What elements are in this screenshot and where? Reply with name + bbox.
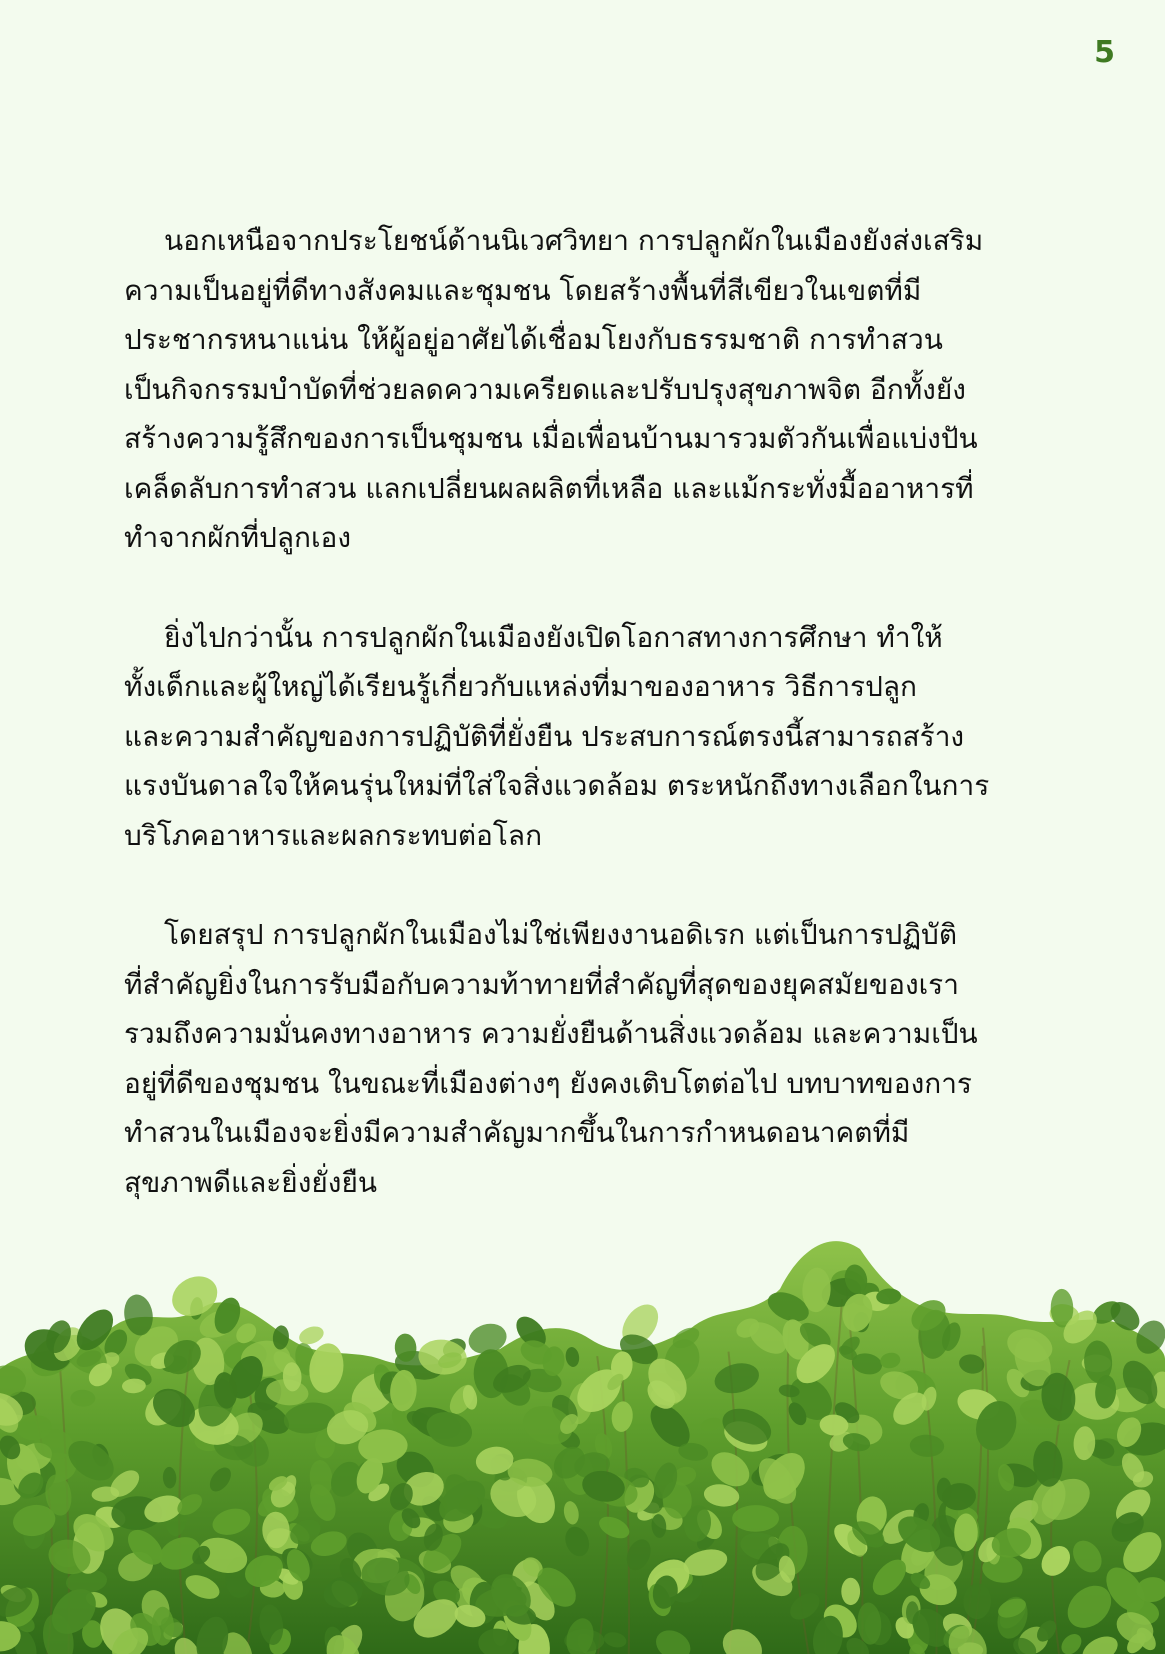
paragraph-3 bbox=[124, 910, 1044, 1207]
paragraph-line: โดยสรุป การปลูกผักในเมืองไม่ใช่เพียงงานอดิเรก แต่เป็นการปฏิบัติ bbox=[164, 918, 957, 951]
paragraph-line: อยู่ที่ดีของชุมชน ในขณะที่เมืองต่างๆ ยังคงเติบโตต่อไป บทบาทของการ bbox=[124, 1066, 972, 1100]
paragraph-line: เป็นกิจกรรมบำบัดที่ช่วยลดความเครียดและปรับปรุงสุขภาพจิต อีกทั้งยัง bbox=[124, 372, 966, 406]
paragraph-line: และความสำคัญของการปฏิบัติที่ยั่งยืน ประสบการณ์ตรงนี้สามารถสร้าง bbox=[124, 719, 965, 753]
paragraph-line: บริโภคอาหารและผลกระทบต่อโลก bbox=[124, 818, 543, 852]
body-text bbox=[124, 216, 1044, 1207]
paragraph-line: สุขภาพดีและยิ่งยั่งยืน bbox=[124, 1165, 377, 1199]
paragraph-line: ยิ่งไปกว่านั้น การปลูกผักในเมืองยังเปิดโอกาสทางการศึกษา ทำให้ bbox=[164, 620, 943, 654]
paragraph-line: ทำสวนในเมืองจะยิ่งมีความสำคัญมากขึ้นในการกำหนดอนาคตที่มี bbox=[124, 1116, 910, 1149]
paragraph-line: นอกเหนือจากประโยชน์ด้านนิเวศวิทยา การปลูกผักในเมืองยังส่งเสริม bbox=[164, 224, 984, 257]
paragraph-line: ทำจากผักที่ปลูกเอง bbox=[124, 521, 352, 554]
paragraph-line: เคล็ดลับการทำสวน แลกเปลี่ยนผลผลิตที่เหลือ และแม้กระทั่งมื้ออาหารที่ bbox=[124, 471, 974, 505]
paragraph-line: ประชากรหนาแน่น ให้ผู้อยู่อาศัยได้เชื่อมโยงกับธรรมชาติ การทำสวน bbox=[124, 323, 943, 356]
foliage-illustration bbox=[0, 1209, 1165, 1654]
paragraph-line: ที่สำคัญยิ่งในการรับมือกับความท้าทายที่สำคัญที่สุดของยุคสมัยของเรา bbox=[124, 967, 959, 1001]
paragraph-line: รวมถึงความมั่นคงทางอาหาร ความยั่งยืนด้านสิ่งแวดล้อม และความเป็น bbox=[124, 1017, 978, 1050]
paragraph-2 bbox=[124, 613, 1044, 861]
paragraph-line: ความเป็นอยู่ที่ดีทางสังคมและชุมชน โดยสร้างพื้นที่สีเขียวในเขตที่มี bbox=[124, 273, 922, 307]
paragraph-line: ทั้งเด็กและผู้ใหญ่ได้เรียนรู้เกี่ยวกับแหล่งที่มาของอาหาร วิธีการปลูก bbox=[124, 670, 917, 703]
leaf-shape bbox=[906, 1601, 919, 1624]
leaf-shape bbox=[841, 1578, 860, 1605]
leaf-shape bbox=[732, 1505, 779, 1532]
paragraph-1 bbox=[124, 216, 1044, 563]
paragraph-line: แรงบันดาลใจให้คนรุ่นใหม่ที่ใส่ใจสิ่งแวดล้อม ตระหนักถึงทางเลือกในการ bbox=[124, 769, 990, 802]
page-number: 5 bbox=[1094, 35, 1115, 70]
paragraph-line: สร้างความรู้สึกของการเป็นชุมชน เมื่อเพื่อนบ้านมารวมตัวกันเพื่อแบ่งปัน bbox=[124, 422, 978, 455]
leaf-shape bbox=[954, 1513, 978, 1551]
